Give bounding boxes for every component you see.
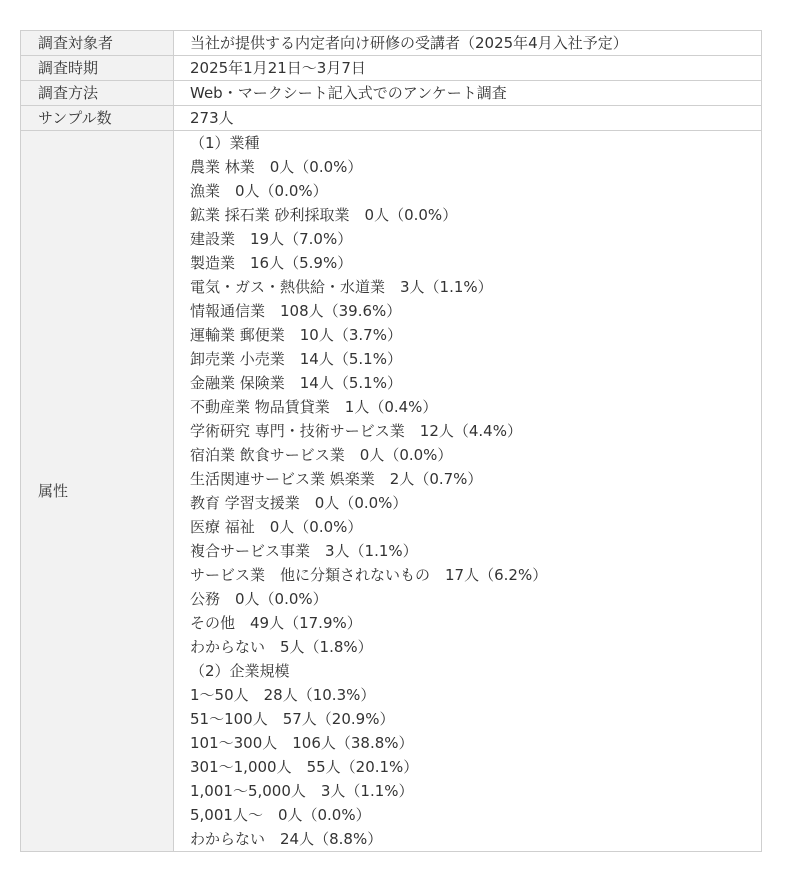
attribute-line: 5,001人～ 0人（0.0%） [190, 806, 371, 824]
attribute-line: （1）業種 [190, 134, 260, 152]
attribute-line: 運輸業 郵便業 10人（3.7%） [190, 326, 402, 344]
attribute-line: 情報通信業 108人（39.6%） [190, 302, 402, 320]
attribute-line: （2）企業規模 [190, 662, 290, 680]
attribute-line: 建設業 19人（7.0%） [190, 230, 353, 248]
attribute-line: 電気・ガス・熱供給・水道業 3人（1.1%） [190, 278, 493, 296]
attribute-line: 301～1,000人 55人（20.1%） [190, 758, 419, 776]
table-row-attributes [21, 131, 762, 852]
row-label: サンプル数 [21, 106, 174, 131]
table-row [21, 106, 762, 131]
row-label: 調査方法 [21, 81, 174, 106]
table-row [21, 81, 762, 106]
attribute-line: 複合サービス事業 3人（1.1%） [190, 542, 418, 560]
attribute-line: 卸売業 小売業 14人（5.1%） [190, 350, 402, 368]
attribute-line: 101～300人 106人（38.8%） [190, 734, 414, 752]
attributes-label: 属性 [21, 131, 174, 852]
attribute-line: 生活関連サービス業 娯楽業 2人（0.7%） [190, 470, 483, 488]
attribute-line: 漁業 0人（0.0%） [190, 182, 328, 200]
row-value: Web・マークシート記入式でのアンケート調査 [174, 81, 762, 106]
attribute-line: サービス業 他に分類されないもの 17人（6.2%） [190, 566, 548, 584]
row-label: 調査時期 [21, 56, 174, 81]
row-label: 調査対象者 [21, 31, 174, 56]
attribute-line: わからない 5人（1.8%） [190, 638, 373, 656]
attribute-line: 不動産業 物品賃貸業 1人（0.4%） [190, 398, 438, 416]
attribute-line: 鉱業 採石業 砂利採取業 0人（0.0%） [190, 206, 458, 224]
row-value: 273人 [174, 106, 762, 131]
attribute-line: 医療 福祉 0人（0.0%） [190, 518, 363, 536]
attribute-line: 学術研究 専門・技術サービス業 12人（4.4%） [190, 422, 522, 440]
attribute-line: 教育 学習支援業 0人（0.0%） [190, 494, 408, 512]
attribute-line: 農業 林業 0人（0.0%） [190, 158, 363, 176]
attribute-line: 公務 0人（0.0%） [190, 590, 328, 608]
attribute-line: 51～100人 57人（20.9%） [190, 710, 395, 728]
row-value: 当社が提供する内定者向け研修の受講者（2025年4月入社予定） [174, 31, 762, 56]
attribute-line: 1,001～5,000人 3人（1.1%） [190, 782, 414, 800]
attribute-line: 宿泊業 飲食サービス業 0人（0.0%） [190, 446, 453, 464]
attribute-line: わからない 24人（8.8%） [190, 830, 383, 848]
attributes-list [190, 131, 761, 851]
table-row [21, 56, 762, 81]
attribute-line: 1～50人 28人（10.3%） [190, 686, 376, 704]
table-row [21, 31, 762, 56]
row-value: 2025年1月21日～3月7日 [174, 56, 762, 81]
attribute-line: 製造業 16人（5.9%） [190, 254, 353, 272]
attribute-line: その他 49人（17.9%） [190, 614, 362, 632]
survey-overview-table [20, 30, 762, 852]
attribute-line: 金融業 保険業 14人（5.1%） [190, 374, 402, 392]
attributes-value [174, 131, 762, 852]
